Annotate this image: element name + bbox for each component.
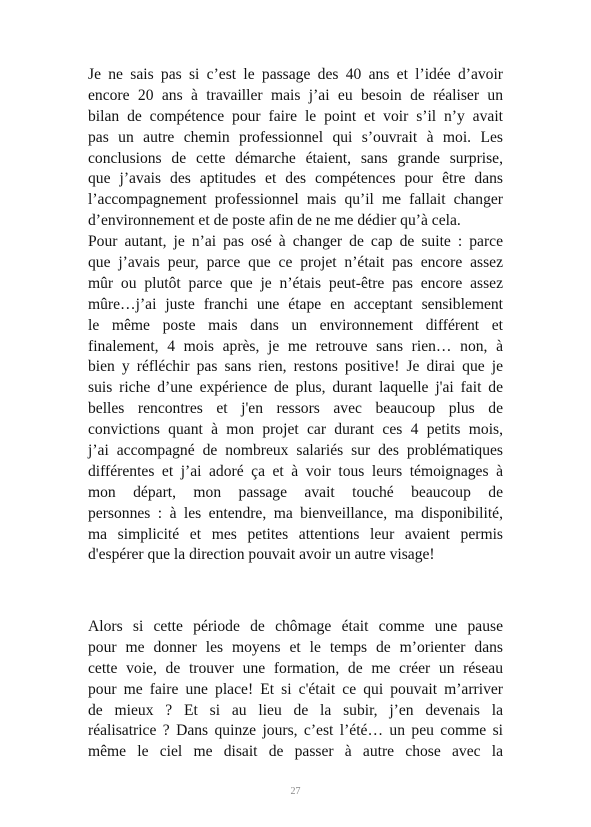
text-line: différentes et j’ai adoré ça et à voir tous leurs témoignages à	[88, 462, 503, 480]
text-line: ma simplicité et mes petites attentions leur avaient permis	[88, 525, 503, 543]
text-line: convictions quant à mon projet car durant ces 4 petits mois,	[88, 421, 503, 439]
page-number: 27	[290, 786, 301, 797]
text-line: que j’avais peur, parce que ce projet n’était pas encore assez	[88, 254, 503, 272]
text-line: encore 20 ans à travailler mais j’ai eu besoin de réaliser un	[88, 86, 503, 104]
text-line: belles rencontres et j'en ressors avec beaucoup plus de	[88, 400, 503, 418]
text-line: le même poste mais dans un environnement différent et	[88, 316, 503, 334]
paragraph-1	[88, 65, 503, 566]
text-line: pour me faire une place! Et si c'était ce qui pouvait m’arriver	[88, 680, 503, 698]
text-line: d'espérer que la direction pouvait avoir un autre visage!	[88, 546, 435, 564]
text-line: de mieux ? Et si au lieu de la subir, j’en devenais la	[88, 701, 503, 719]
text-line: pour me donner les moyens et le temps de m’orienter dans	[88, 638, 503, 656]
text-line: cette voie, de trouver une formation, de me créer un réseau	[88, 659, 503, 677]
text-line: Alors si cette période de chômage était comme une pause	[88, 618, 503, 635]
text-line: d’environnement et de poste afin de ne me dédier qu’à cela.	[88, 212, 461, 230]
text-line: pas un autre chemin professionnel qui s’ouvrait à moi. Les	[88, 128, 503, 146]
text-line: Je ne sais pas si c’est le passage des 40 ans et l’idée d’avoir	[88, 66, 503, 83]
text-line: que j’avais des aptitudes et des compétences pour être dans	[88, 170, 503, 188]
text-line: réalisatrice ? Dans quinze jours, c’est l’été… un peu comme si	[88, 722, 503, 740]
text-line: j’ai accompagné de nombreux salariés sur des problématiques	[88, 442, 503, 460]
paragraph-2	[88, 617, 503, 763]
text-line: mûr ou plutôt parce que je n’étais peut-être pas encore assez	[88, 274, 503, 292]
text-line: bien y réfléchir pas sans rien, restons positive! Je dirai que je	[88, 358, 503, 376]
text-line: personnes : à les entendre, ma bienveillance, ma disponibilité,	[88, 504, 503, 522]
text-line: finalement, 4 mois après, je me retrouve sans rien… non, à	[88, 337, 503, 355]
text-line: suis riche d’une expérience de plus, durant laquelle j'ai fait de	[88, 379, 503, 397]
text-line: bilan de compétence pour faire le point et voir s’il n’y avait	[88, 107, 503, 125]
text-line: l’accompagnement professionnel mais qu’il me fallait changer	[88, 191, 503, 209]
text-line: mûre…j’ai juste franchi une étape en acceptant sensiblement	[88, 295, 503, 313]
text-line: même le ciel me disait de passer à autre chose avec la	[88, 743, 503, 761]
text-line: Pour autant, je n’ai pas osé à changer de cap de suite : parce	[88, 233, 503, 251]
text-line: mon départ, mon passage avait touché beaucoup de	[88, 483, 503, 501]
text-line: conclusions de cette démarche étaient, sans grande surprise,	[88, 149, 503, 167]
